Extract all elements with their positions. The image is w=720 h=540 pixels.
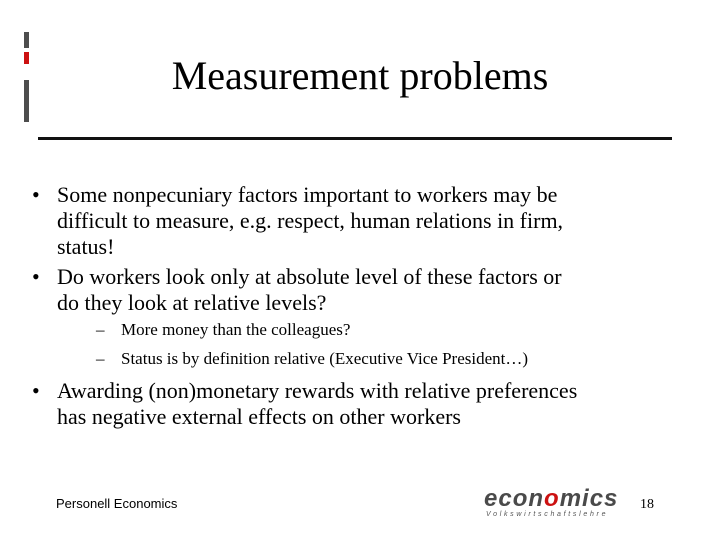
bullet-line: has negative external effects on other workers	[57, 404, 461, 429]
logo-word-accent: o	[544, 485, 560, 512]
logo-tagline: Volkswirtschaftslehre	[486, 511, 609, 518]
bullet-marker: •	[32, 182, 40, 207]
subbullet-marker: –	[96, 349, 105, 368]
decorative-bar-red	[24, 52, 29, 64]
bullet-line: difficult to measure, e.g. respect, human relations in firm,	[57, 208, 564, 233]
logo-word-part: econ	[484, 485, 545, 512]
bullet-line: Do workers look only at absolute level of these factors or	[57, 264, 562, 289]
subbullet-marker: –	[96, 320, 105, 339]
decorative-bar-top	[24, 32, 29, 48]
logo-wordmark	[484, 486, 618, 512]
bullet-marker: •	[32, 264, 40, 289]
bullet-line: Some nonpecuniary factors important to workers may be	[57, 182, 558, 207]
footer-course-name: Personell Economics	[56, 496, 178, 511]
bullet-line: do they look at relative levels?	[57, 290, 327, 315]
decorative-bar-bottom	[24, 80, 29, 122]
subbullet-text: More money than the colleagues?	[121, 320, 351, 339]
bullet-line: Awarding (non)monetary rewards with relative preferences	[57, 378, 578, 403]
bullet-line: status!	[57, 234, 115, 259]
page-number: 18	[640, 497, 654, 512]
title-divider	[38, 137, 672, 140]
slide-title: Measurement problems	[171, 53, 549, 98]
economics-logo	[484, 486, 626, 520]
logo-word-part: mics	[559, 485, 619, 512]
subbullet-text: Status is by definition relative (Executive Vice President…)	[121, 349, 529, 368]
bullet-marker: •	[32, 378, 40, 403]
